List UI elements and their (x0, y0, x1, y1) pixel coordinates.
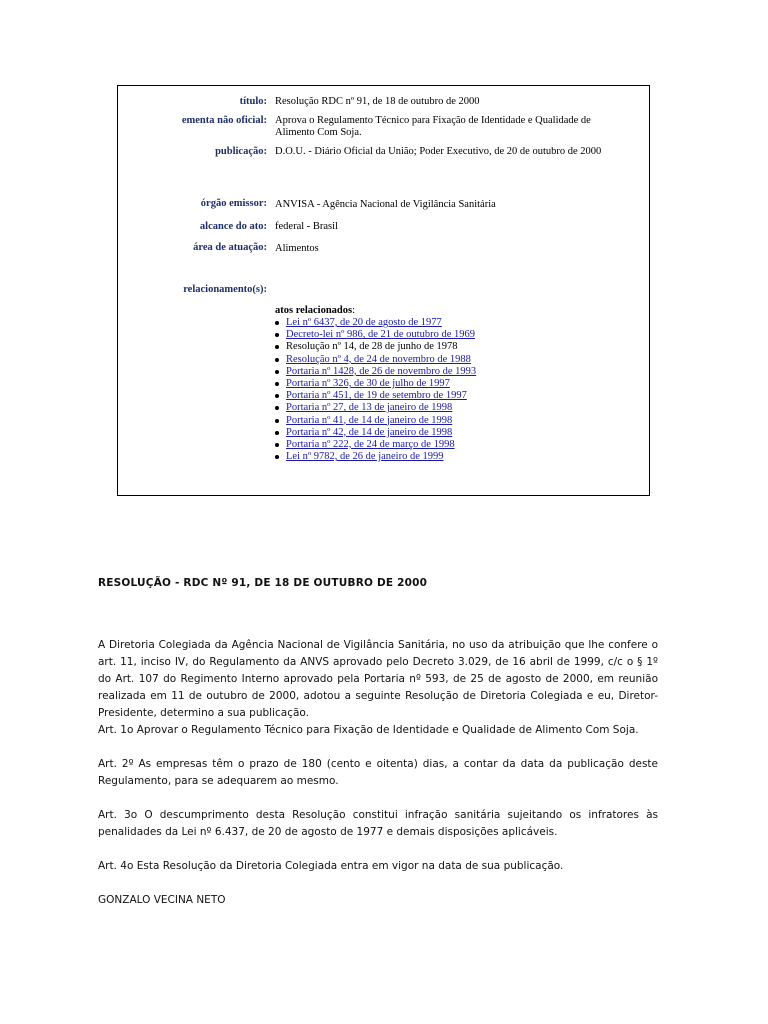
relacionamento-label: relacionamento(s): (183, 284, 267, 295)
area-value: Alimentos (275, 243, 319, 254)
ementa-value: Aprova o Regulamento Técnico para Fixação de Identidade e Qualidade de Alimento Com Soja. (275, 115, 591, 138)
bullet-icon (275, 345, 279, 349)
related-act-item[interactable] (275, 354, 625, 366)
bullet-icon (275, 358, 279, 362)
related-act-link[interactable]: Lei nº 9782, de 26 de janeiro de 1999 (286, 451, 444, 463)
related-act-link[interactable]: Portaria nº 41, de 14 de janeiro de 1998 (286, 414, 453, 426)
article-2: Art. 2º As empresas têm o prazo de 180 (cento e oitenta) dias, a contar da data da publicação deste Regulamento, para se adequarem ao mesmo. (98, 758, 658, 787)
related-act-item[interactable] (275, 366, 625, 378)
titulo-value: Resolução RDC nº 91, de 18 de outubro de 2000 (275, 96, 480, 107)
bullet-icon (275, 443, 279, 447)
related-act-item[interactable] (275, 378, 625, 390)
related-acts-block (275, 305, 625, 463)
alcance-value: federal - Brasil (275, 221, 338, 232)
publicacao-label: publicação: (215, 146, 267, 157)
bullet-icon (275, 394, 279, 398)
related-act-item (275, 341, 625, 353)
bullet-icon (275, 382, 279, 386)
orgao-value: ANVISA - Agência Nacional de Vigilância Sanitária (275, 199, 496, 210)
related-act-link[interactable]: Portaria nº 222, de 24 de março de 1998 (286, 438, 455, 450)
ementa-label: ementa não oficial: (181, 115, 267, 126)
bullet-icon (275, 333, 279, 337)
preamble-paragraph: A Diretoria Colegiada da Agência Nacional de Vigilância Sanitária, no uso da atribuição que lhe confere o art. 11, inciso IV, do Regulamento da ANVS aprovado pelo Decreto 3.029, de 16 abril de 1999, c/c o § 1º do Art. 107 do Regimento Interno aprovado pela Portaria nº 593, de 25 de agosto de 2000, em reunião realizada em 11 de outubro de 2000, adotou a seguinte Resolução de Diretoria Colegiada e eu, Diretor-Presidente, determino a sua publicação. (98, 639, 658, 719)
article-4: Art. 4o Esta Resolução da Diretoria Colegiada entra em vigor na data de sua publicação. (98, 860, 564, 872)
related-act-link[interactable]: Portaria nº 27, de 13 de janeiro de 1998 (286, 402, 453, 414)
related-act-item[interactable] (275, 329, 625, 341)
related-acts-title: atos relacionados (275, 305, 353, 316)
related-act-item[interactable] (275, 439, 625, 451)
related-act-item[interactable] (275, 390, 625, 402)
bullet-icon (275, 419, 279, 423)
titulo-label: título: (239, 96, 267, 107)
related-act-link[interactable]: Portaria nº 326, de 30 de julho de 1997 (286, 377, 450, 389)
article-3: Art. 3o O descumprimento desta Resolução constitui infração sanitária sujeitando os infratores às penalidades da Lei nº 6.437, de 20 de agosto de 1977 e demais disposições aplicáveis. (98, 809, 658, 838)
related-act-link[interactable]: Lei nº 6437, de 20 de agosto de 1977 (286, 317, 442, 328)
related-act-item[interactable] (275, 415, 625, 427)
related-act-item[interactable] (275, 427, 625, 439)
signature: GONZALO VECINA NETO (98, 894, 226, 906)
related-act-item[interactable] (275, 451, 625, 463)
alcance-label: alcance do ato: (199, 221, 267, 232)
related-act-link[interactable]: Portaria nº 1428, de 26 de novembro de 1993 (286, 365, 477, 377)
area-label: área de atuação: (193, 242, 267, 253)
related-act-text: Resolução nº 14, de 28 de junho de 1978 (286, 341, 458, 353)
bullet-icon (275, 370, 279, 374)
metadata-box (117, 85, 650, 496)
bullet-icon (275, 321, 279, 325)
publicacao-value: D.O.U. - Diário Oficial da União; Poder Executivo, de 20 de outubro de 2000 (275, 146, 602, 157)
bullet-icon (275, 455, 279, 459)
related-acts-heading (275, 305, 625, 317)
related-act-link[interactable]: Portaria nº 42, de 14 de janeiro de 1998 (286, 426, 453, 438)
related-act-link[interactable]: Decreto-lei nº 986, de 21 de outubro de 1969 (286, 329, 475, 341)
document-title: RESOLUÇÃO - RDC Nº 91, DE 18 DE OUTUBRO DE 2000 (98, 577, 428, 589)
related-acts-colon: : (352, 305, 356, 316)
related-act-link[interactable]: Resolução nº 4, de 24 de novembro de 1988 (286, 353, 471, 365)
related-acts-list (275, 317, 625, 463)
related-act-item[interactable] (275, 317, 625, 329)
bullet-icon (275, 431, 279, 435)
bullet-icon (275, 406, 279, 410)
orgao-label: órgão emissor: (200, 198, 267, 209)
related-act-item[interactable] (275, 402, 625, 414)
article-1: Art. 1o Aprovar o Regulamento Técnico para Fixação de Identidade e Qualidade de Alimento Com Soja. (98, 724, 639, 736)
related-act-link[interactable]: Portaria nº 451, de 19 de setembro de 1997 (286, 390, 467, 402)
